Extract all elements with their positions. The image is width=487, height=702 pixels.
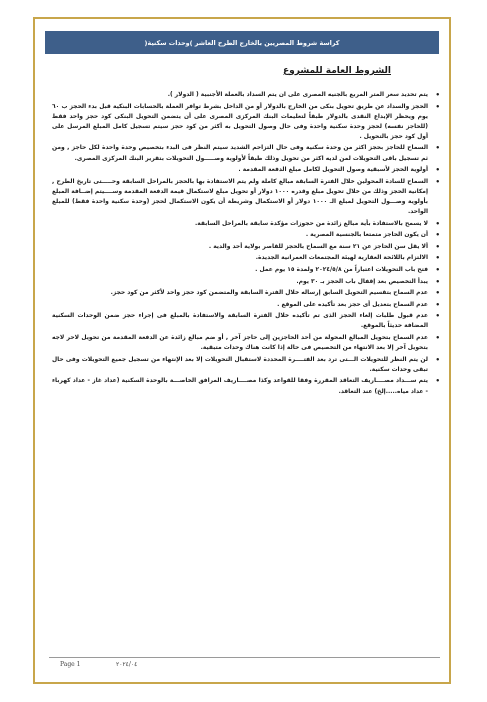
list-item: • الحجز والسداد عن طريق تحويل بنكى من الخارج بالدولار أو من الداخل بشرط توافر العملة بالحسابات البنكية قبل بدء الحجز ب ٦٠ يوم ويحظر الإيداع النقدى بالدولار طبقاً لتعليمات البنك المركزى المصرى على أن يتضمن التحويل البنكى كود حجز واحد فقط (للحاجز نفسه) لحجز وحدة سكنية واحدة وفى حال وصول التحويل به أكثر من كود حجز سيتم تسجيل كامل المبلغ المرسل على أول كود حجز بالتحويل . xyxy=(52,102,440,142)
document-header-title: كراسة شروط المصريين بالخارج الطرح العاشر )وحدات سكنية( xyxy=(144,38,340,47)
list-item: • عدم السماح بتقسيم التحويل السابق إرساله خلال الفترة السابقة والمتضمن كود حجز واحد لأكثر من كود حجز. xyxy=(52,288,440,298)
list-item: • أن يكون الحاجز متمتعا بالجنسية المصرية . xyxy=(52,230,440,240)
list-item: • عدم السماح بتعديل أى حجز بعد تأكيده على الموقع . xyxy=(52,300,440,310)
section-title: الشروط العامة للمشروع xyxy=(283,66,391,76)
list-item: • لن يتم النظر للتحويلات الـــتى ترد بعد الفتــــرة المحددة لاستقبال التحويلات إلا بعد الإنتهاء من تسجيل جميع التحويلات وفى حال تبقى وحدات سكنية. xyxy=(52,355,440,375)
footer-divider xyxy=(49,657,440,658)
list-item: • عدم السماح بتحويل المبالغ المحولة من أحد الحاجزين إلى حاجز آخر , أو ضم مبالغ زائدة عن الدفعة المقدمة من تحويل لاحر لاجه بتحويل آخر إلا بعد الانتهاء من التخصيص فى حالة إذا كانت هناك وحدات متبقية. xyxy=(52,333,440,353)
list-item: • الالتزام باللائحة العقارية لهيئة المجتمعات العمرانية الجديدة. xyxy=(52,253,440,263)
footer-date: ٢٠٢٤/٠٤ xyxy=(116,661,138,668)
list-item: • السماح للسادة المحولين خلال الفترة السابقة مبالغ كاملة ولم يتم الاستفادة بها بالحجز بالمراحل السابقة وحـــــتى تاريخ الطرح , إمكانية الحجز وذلك من خلال تحويل مبلغ وقدره ١٠٠٠ دولار أو تحويل مبلغ لاستكمال قيمة الدفعة المقدمة وســــيتم إضــافة المبلغ بأولوية وصـــول التحويل لمبلغ الـ ١٠٠٠ دولار أو الاستكمال وشريطة أن يكون الاستكمال لحجز (وحدة سكنية واحدة فقط) للمبلغ الواحد. xyxy=(52,177,440,217)
list-item: • فتح باب التحويلات اعتباراً من ٢٠٢٤/٥/٨ ولمدة ١٥ يوم عمل . xyxy=(52,265,440,275)
conditions-list xyxy=(52,90,440,398)
page-number: Page 1 xyxy=(60,661,81,668)
list-item: • لا يسمح بالاستفادة بأية مبالغ زائدة من حجوزات مؤكدة سابقة بالمراحل السابقة. xyxy=(52,219,440,229)
list-item: • يتم ســـداد مصــــاريف التعاقد المقررة وفقا للقواعد وكذا مصــــاريف المرافق الخاصـــة بالوحدة السكنية (عداد غاز - عداد كهرباء - عداد مياه.....إلخ) عند التعاقد. xyxy=(52,376,440,396)
list-item: • أولوية الحجز لأسبقية وصول التحويل لكامل مبلغ الدفعة المقدمة . xyxy=(52,165,440,175)
document-header xyxy=(45,31,439,54)
list-item: • السماح للحاجز بحجز اكثر من وحدة سكنية وفى حال التزاحم الشديد سيتم النظر فى البدء بتخصيص وحدة واحدة لكل حاجز , ومن ثم تسجيل باقى التحويلات لمن لديه اكثر من تحويل وذلك طبقاً لأولوية وصـــــول التحويلات بتقرير البنك المركزى المصرى. xyxy=(52,143,440,163)
list-item: • يتم تحديد سعر المتر المربع بالجنيه المصرى على ان يتم السداد بالعملة الأجنبية ( الدولار ). xyxy=(52,90,440,100)
list-item: • عدم قبول طلبات إلغاء الحجز الذى تم تأكيده خلال الفترة السابقة والاستفادة بالمبلغ فى إجراء حجز ضمن الوحدات السكنية المضافة حديثاً بالموقع. xyxy=(52,311,440,331)
list-item: • يبدأ التخصيص بعد إقفال باب الحجز بـ ٣٠ يوم. xyxy=(52,277,440,287)
list-item: • ألا يقل سن الحاجز عن ٢١ سنة مع السماح بالحجز للقاصر بولاية أحد والدية . xyxy=(52,242,440,252)
